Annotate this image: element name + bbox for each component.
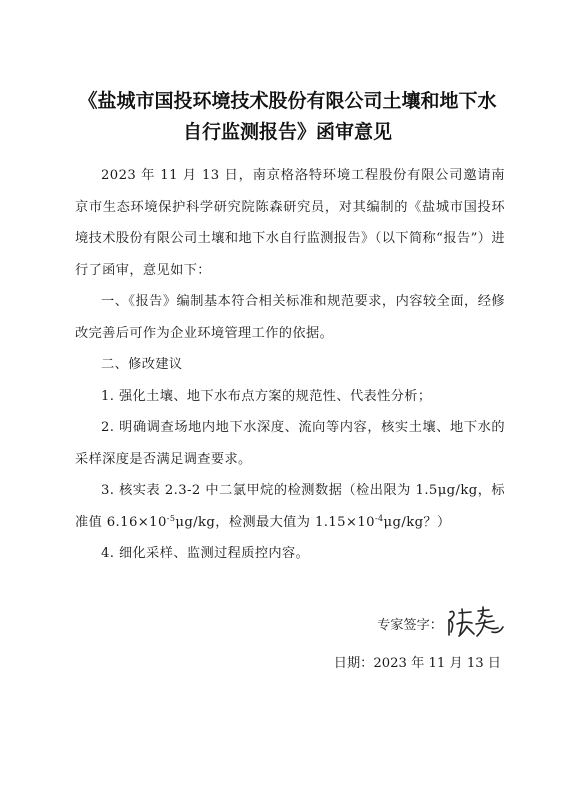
suggestion-item-1: 1. 强化土壤、地下水布点方案的规范性、代表性分析； <box>101 388 432 404</box>
exponent-1: -5 <box>166 513 176 523</box>
section-2-heading: 二、修改建议 <box>101 357 183 372</box>
item-3-text-c: μg/kg？） <box>383 514 451 530</box>
suggestion-item-2: 2. 明确调查场地内地下水深度、流向等内容，核实土壤、地下水的采样深度是否满足调查要求。 <box>75 420 505 467</box>
item-3-text-a: 3. 核实表 2.3-2 中二氯甲烷的检测数据（检出限为 1.5μg/kg，标准值 6.16×10 <box>75 483 505 530</box>
exponent-2: -4 <box>374 513 384 523</box>
date-line: 日期：2023 年 11 月 13 日 <box>333 656 501 671</box>
suggestion-item-4: 4. 细化采样、监测过程质控内容。 <box>101 546 310 561</box>
item-3-text-b: μg/kg，检测最大值为 1.15×10 <box>175 514 375 530</box>
handwritten-signature <box>445 604 507 642</box>
opinion-1-paragraph: 一、《报告》编制基本符合相关标准和规范要求，内容较全面，经修改完善后可作为企业环境管理工作的依据。 <box>75 294 505 341</box>
intro-paragraph: 2023 年 11 月 13 日，南京格洛特环境工程股份有限公司邀请南京市生态环境保护科学研究院陈森研究员，对其编制的《盐城市国投环境技术股份有限公司土壤和地下水自行监测报告》（以下简称“报告”）进行了函审，意见如下： <box>75 168 505 278</box>
title-line-2: 自行监测报告》函审意见 <box>182 121 392 143</box>
signature-row <box>377 604 507 642</box>
suggestion-item-3 <box>75 475 505 538</box>
title-line-1: 《盐城市国投环境技术股份有限公司土壤和地下水 <box>78 90 497 112</box>
document-body <box>75 160 505 570</box>
document-title <box>40 86 535 148</box>
signature-label: 专家签字： <box>377 617 443 633</box>
